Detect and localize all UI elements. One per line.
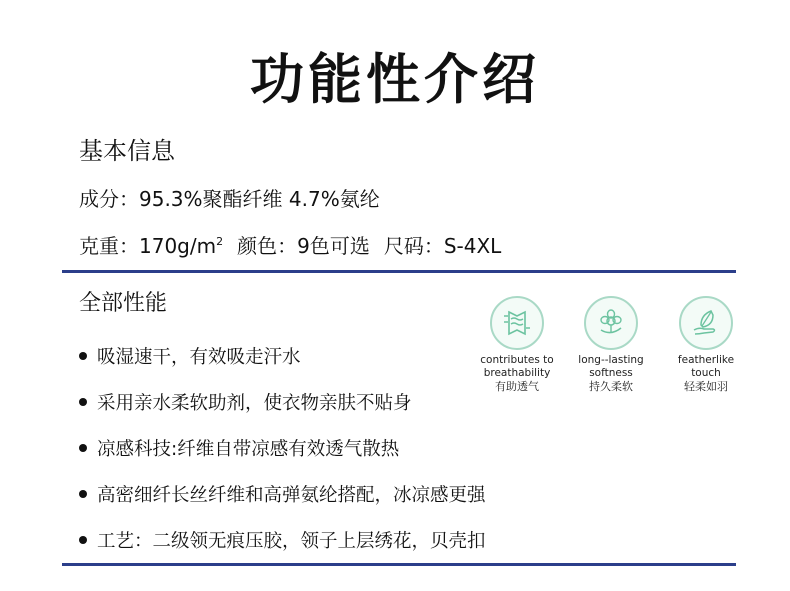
caption-line: long--lasting bbox=[578, 354, 644, 366]
icon-caption-en bbox=[563, 354, 659, 380]
bullet-icon bbox=[79, 536, 87, 544]
features-heading: 全部性能 bbox=[79, 291, 168, 316]
list-item bbox=[79, 425, 486, 471]
bullet-icon bbox=[79, 352, 87, 360]
soft-flower-icon bbox=[584, 296, 638, 350]
basic-info-heading: 基本信息 bbox=[79, 137, 175, 165]
caption-line: contributes to bbox=[480, 354, 554, 366]
feature-text: 吸湿速干，有效吸走汗水 bbox=[97, 347, 301, 368]
icon-caption-en bbox=[658, 354, 754, 380]
feather-hand-icon bbox=[679, 296, 733, 350]
caption-line: featherlike bbox=[677, 354, 735, 366]
feature-list bbox=[79, 333, 486, 563]
bullet-icon bbox=[79, 444, 87, 452]
list-item bbox=[79, 333, 486, 379]
weight-unit-superscript: 2 bbox=[216, 235, 224, 248]
list-item bbox=[79, 379, 486, 425]
breathable-fabric-icon bbox=[490, 296, 544, 350]
feature-text: 凉感科技:纤维自带凉感有效透气散热 bbox=[97, 439, 400, 460]
list-item bbox=[79, 517, 486, 563]
feature-text: 采用亲水柔软助剂，使衣物亲肤不贴身 bbox=[97, 393, 412, 414]
section-divider-top bbox=[62, 270, 736, 273]
bullet-icon bbox=[79, 490, 87, 498]
colors-text: 颜色：9色可选 bbox=[237, 234, 370, 258]
softness-feature bbox=[563, 296, 659, 394]
feature-text: 高密细纤长丝纤维和高弹氨纶搭配，冰凉感更强 bbox=[97, 485, 486, 506]
page-title: 功能性介绍 bbox=[250, 48, 540, 111]
caption-line: breathability bbox=[483, 367, 551, 379]
composition-text: 成分：95.3%聚酯纤维 4.7%氨纶 bbox=[79, 187, 380, 211]
list-item bbox=[79, 471, 486, 517]
icon-caption-en bbox=[469, 354, 565, 380]
feature-text: 工艺：二级领无痕压胶，领子上层绣花，贝壳扣 bbox=[97, 531, 486, 552]
icon-caption-zh: 持久柔软 bbox=[589, 380, 633, 393]
bullet-icon bbox=[79, 398, 87, 406]
section-divider-bottom bbox=[62, 563, 736, 566]
weight-text: 克重：170g/m bbox=[79, 234, 217, 258]
caption-line: softness bbox=[589, 367, 633, 379]
icon-caption-zh: 轻柔如羽 bbox=[684, 380, 728, 393]
specs-row bbox=[79, 229, 501, 259]
caption-line: touch bbox=[691, 367, 721, 379]
icon-caption-zh: 有助透气 bbox=[495, 380, 539, 393]
breathability-feature bbox=[469, 296, 565, 394]
sizes-text: 尺码：S-4XL bbox=[383, 234, 502, 258]
featherlike-feature bbox=[658, 296, 754, 394]
